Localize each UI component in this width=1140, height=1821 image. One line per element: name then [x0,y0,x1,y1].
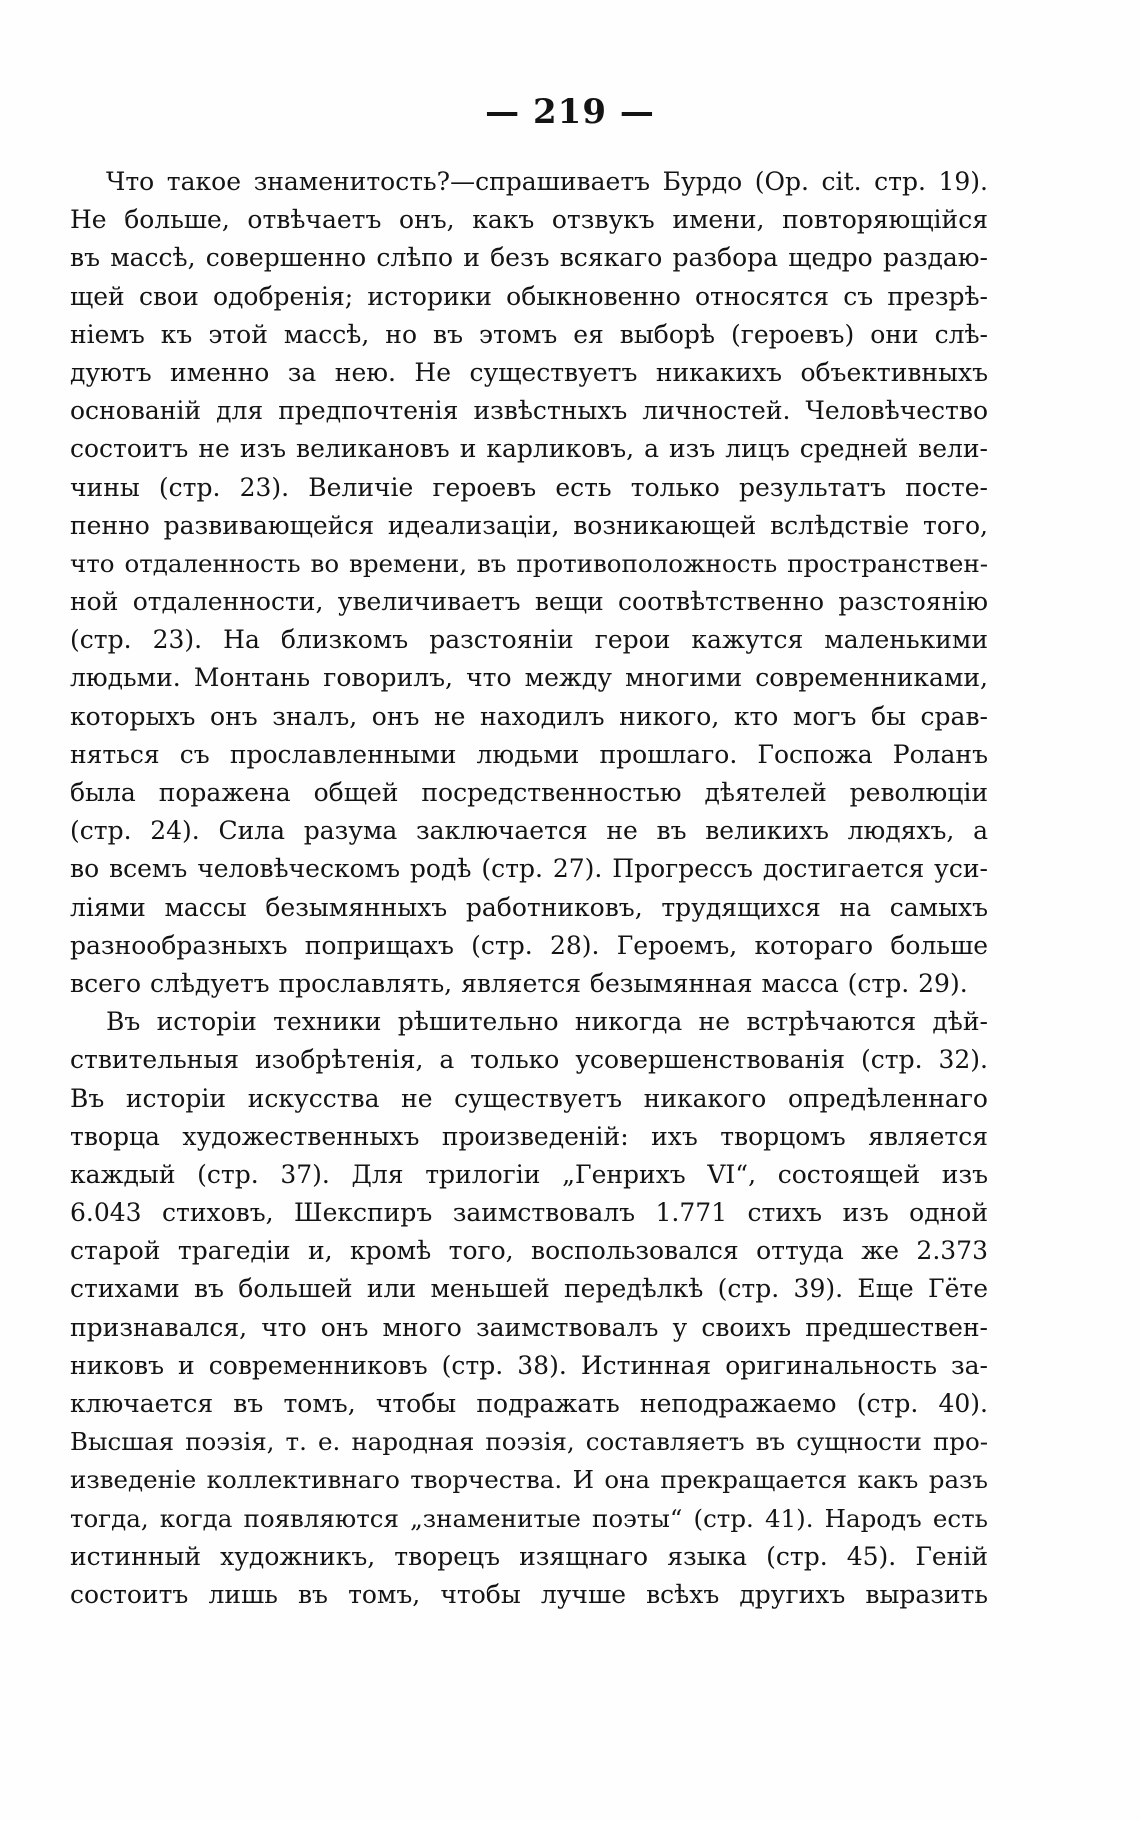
text-line: Въ исторіи искусства не существуетъ никакого опредѣленнаго [70,1083,988,1113]
text-line: Что такое знаменитость?—спрашиваетъ Бурдо (Op. cit. стр. 19). [106,167,988,196]
text-line: изведеніе коллективнаго творчества. И она прекращается какъ разъ [70,1465,988,1495]
text-line: каждый (стр. 37). Для трилогіи „Генрихъ VI“, состоящей изъ [70,1159,988,1189]
page-number: — 219 — [485,92,655,132]
text-line: ствительныя изобрѣтенія, а только усовершенствованія (стр. 32). [70,1045,988,1075]
text-line: щей свои одобренія; историки обыкновенно относятся съ презрѣ- [70,281,988,311]
text-line: никовъ и современниковъ (стр. 38). Истинная оригинальность за- [70,1350,988,1380]
text-line: старой трагедіи и, кромѣ того, воспользовался оттуда же 2.373 [70,1236,988,1266]
text-line: Не больше, отвѣчаетъ онъ, какъ отзвукъ имени, повторяющійся [70,205,988,235]
text-line: въ массѣ, совершенно слѣпо и безъ всякаго разбора щедро раздаю- [70,243,988,273]
text-line: была поражена общей посредственностью дѣятелей революціи [70,778,988,807]
text-line: чины (стр. 23). Величіе героевъ есть только результатъ посте- [70,472,988,502]
text-line: разнообразныхъ поприщахъ (стр. 28). Героемъ, котораго больше [70,930,988,960]
text-line: истинный художникъ, творецъ изящнаго языка (стр. 45). Геній [70,1541,988,1571]
text-line: (стр. 24). Сила разума заключается не въ великихъ людяхъ, а [70,816,988,846]
text-line: стихами въ большей или меньшей передѣлкѣ (стр. 39). Еще Гёте [70,1274,988,1304]
text-line: всего слѣдуетъ прославлять, является безымянная масса (стр. 29). [70,968,968,998]
text-line: состоитъ не изъ великановъ и карликовъ, а изъ лицъ средней вели- [70,434,988,464]
text-line: Въ исторіи техники рѣшительно никогда не встрѣчаются дѣй- [106,1007,988,1037]
text-line: основаній для предпочтенія извѣстныхъ личностей. Человѣчество [70,396,988,426]
text-line: (стр. 23). На близкомъ разстояніи герои кажутся маленькими [70,625,988,655]
text-line: ніемъ къ этой массѣ, но въ этомъ ея выборѣ (героевъ) они слѣ- [70,319,988,349]
text-line: что отдаленность во времени, въ противоположность пространствен- [70,548,988,578]
text-line: тогда, когда появляются „знаменитые поэты“ (стр. 41). Народъ есть [70,1503,988,1533]
body-text [70,163,988,1614]
text-line: няться съ прославленными людьми прошлаго. Госпожа Роланъ [70,739,988,769]
text-line: ключается въ томъ, чтобы подражать неподражаемо (стр. 40). [70,1389,988,1418]
text-line: которыхъ онъ зналъ, онъ не находилъ никого, кто могъ бы срав- [70,701,988,731]
text-line: 6.043 стиховъ, Шекспиръ заимствовалъ 1.771 стихъ изъ одной [70,1198,988,1228]
text-line: состоитъ лишь въ томъ, чтобы лучше всѣхъ другихъ выразить [70,1579,988,1609]
text-line: пенно развивающейся идеализаціи, возникающей вслѣдствіе того, [70,510,988,540]
text-line: людьми. Монтань говорилъ, что между многими современниками, [70,663,988,693]
text-line: признавался, что онъ много заимствовалъ у своихъ предшествен- [70,1312,988,1342]
text-line: ной отдаленности, увеличиваетъ вещи соотвѣтственно разстоянію [70,587,988,617]
text-line: Высшая поэзія, т. е. народная поэзія, составляетъ въ сущности про- [70,1427,988,1457]
text-line: ліями массы безымянныхъ работниковъ, трудящихся на самыхъ [70,892,988,922]
text-line: дуютъ именно за нею. Не существуетъ никакихъ объективныхъ [70,357,988,387]
text-line: творца художественныхъ произведеній: ихъ творцомъ является [70,1121,988,1151]
text-line: во всемъ человѣческомъ родѣ (стр. 27). Прогрессъ достигается уси- [70,854,988,884]
